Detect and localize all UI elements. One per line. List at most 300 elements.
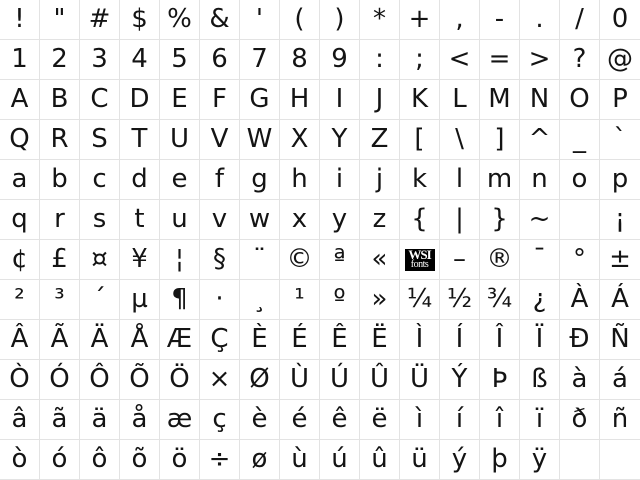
glyph: c bbox=[92, 164, 107, 194]
glyph: Ç bbox=[210, 324, 229, 354]
glyph-cell[interactable] bbox=[40, 240, 80, 280]
glyph-cell[interactable] bbox=[520, 280, 560, 320]
glyph-cell[interactable] bbox=[600, 40, 640, 80]
glyph: . bbox=[535, 4, 544, 34]
glyph-cell[interactable] bbox=[240, 200, 280, 240]
glyph-cell[interactable] bbox=[160, 0, 200, 40]
glyph: ? bbox=[572, 44, 587, 74]
glyph-cell[interactable] bbox=[560, 0, 600, 40]
glyph-cell[interactable] bbox=[120, 240, 160, 280]
glyph-cell[interactable] bbox=[160, 280, 200, 320]
glyph-cell[interactable] bbox=[360, 360, 400, 400]
glyph-cell[interactable] bbox=[520, 80, 560, 120]
glyph-cell[interactable] bbox=[280, 240, 320, 280]
glyph-cell[interactable] bbox=[40, 80, 80, 120]
glyph: £ bbox=[51, 244, 68, 274]
glyph: á bbox=[612, 364, 628, 394]
glyph-cell[interactable] bbox=[360, 0, 400, 40]
glyph: ¥ bbox=[131, 244, 148, 274]
glyph-cell[interactable] bbox=[360, 440, 400, 480]
glyph-cell[interactable] bbox=[520, 360, 560, 400]
glyph: # bbox=[88, 4, 111, 34]
glyph: B bbox=[50, 84, 69, 114]
glyph: 6 bbox=[211, 44, 228, 74]
glyph-cell[interactable] bbox=[440, 200, 480, 240]
glyph: Ë bbox=[371, 324, 388, 354]
glyph-cell[interactable] bbox=[520, 0, 560, 40]
glyph-cell[interactable] bbox=[160, 200, 200, 240]
glyph-cell[interactable] bbox=[40, 120, 80, 160]
glyph-cell[interactable] bbox=[240, 360, 280, 400]
glyph-cell[interactable] bbox=[440, 320, 480, 360]
glyph-cell[interactable] bbox=[400, 360, 440, 400]
glyph-cell[interactable] bbox=[240, 160, 280, 200]
glyph: = bbox=[488, 44, 511, 74]
glyph-cell[interactable] bbox=[480, 240, 520, 280]
glyph-cell[interactable] bbox=[80, 400, 120, 440]
glyph-cell[interactable] bbox=[360, 240, 400, 280]
glyph: à bbox=[571, 364, 588, 394]
wsi-logo-text-bottom: fonts bbox=[410, 259, 429, 270]
glyph-cell[interactable] bbox=[480, 200, 520, 240]
glyph-cell[interactable] bbox=[40, 320, 80, 360]
glyph-cell[interactable] bbox=[200, 120, 240, 160]
wsi-logo-text-top: WSI bbox=[408, 247, 431, 262]
glyph-cell[interactable] bbox=[200, 160, 240, 200]
glyph: S bbox=[91, 124, 108, 154]
glyph-cell[interactable] bbox=[480, 320, 520, 360]
glyph-cell[interactable] bbox=[120, 0, 160, 40]
glyph: ô bbox=[91, 444, 108, 474]
glyph: q bbox=[11, 204, 28, 234]
glyph: è bbox=[251, 404, 268, 434]
glyph: º bbox=[333, 284, 346, 314]
glyph-cell[interactable] bbox=[160, 400, 200, 440]
glyph-cell[interactable] bbox=[280, 120, 320, 160]
glyph-cell[interactable] bbox=[440, 360, 480, 400]
glyph: 9 bbox=[331, 44, 348, 74]
glyph-cell[interactable] bbox=[120, 200, 160, 240]
glyph-cell[interactable] bbox=[480, 280, 520, 320]
glyph-cell[interactable] bbox=[600, 80, 640, 120]
glyph-cell[interactable] bbox=[280, 40, 320, 80]
glyph: D bbox=[129, 84, 150, 114]
glyph: Þ bbox=[491, 364, 508, 394]
glyph-cell[interactable] bbox=[200, 320, 240, 360]
glyph-cell[interactable] bbox=[360, 80, 400, 120]
glyph: Í bbox=[455, 324, 464, 354]
glyph-cell[interactable] bbox=[120, 400, 160, 440]
glyph-cell[interactable] bbox=[160, 320, 200, 360]
glyph-cell[interactable] bbox=[560, 360, 600, 400]
glyph-cell[interactable] bbox=[200, 200, 240, 240]
glyph-cell[interactable] bbox=[40, 0, 80, 40]
glyph: Ö bbox=[169, 364, 190, 394]
glyph: t bbox=[134, 204, 145, 234]
glyph: ø bbox=[251, 444, 268, 474]
glyph-cell-wsi-logo[interactable] bbox=[400, 240, 440, 280]
glyph-cell[interactable] bbox=[320, 80, 360, 120]
glyph: ( bbox=[294, 4, 305, 34]
glyph: ý bbox=[451, 444, 468, 474]
glyph: õ bbox=[131, 444, 148, 474]
glyph-cell[interactable] bbox=[440, 0, 480, 40]
glyph-cell[interactable] bbox=[0, 200, 40, 240]
glyph-cell[interactable] bbox=[480, 40, 520, 80]
glyph-cell[interactable] bbox=[240, 0, 280, 40]
glyph: Ù bbox=[289, 364, 310, 394]
glyph-cell[interactable] bbox=[600, 0, 640, 40]
glyph-cell[interactable] bbox=[320, 320, 360, 360]
glyph: w bbox=[248, 204, 271, 234]
glyph-cell[interactable] bbox=[360, 200, 400, 240]
glyph-cell[interactable] bbox=[80, 440, 120, 480]
glyph-cell[interactable] bbox=[400, 440, 440, 480]
glyph: ê bbox=[331, 404, 348, 434]
glyph-cell[interactable] bbox=[280, 160, 320, 200]
glyph: & bbox=[209, 4, 230, 34]
glyph-cell[interactable] bbox=[520, 240, 560, 280]
glyph-cell[interactable] bbox=[120, 440, 160, 480]
glyph: Ä bbox=[90, 324, 109, 354]
glyph-cell[interactable] bbox=[0, 360, 40, 400]
glyph: û bbox=[371, 444, 388, 474]
glyph: ü bbox=[411, 444, 428, 474]
glyph-cell[interactable] bbox=[320, 280, 360, 320]
glyph: : bbox=[375, 44, 384, 74]
glyph: Î bbox=[495, 324, 504, 354]
glyph-cell[interactable] bbox=[400, 0, 440, 40]
glyph-cell[interactable] bbox=[0, 160, 40, 200]
glyph-cell[interactable] bbox=[240, 280, 280, 320]
glyph: 4 bbox=[131, 44, 148, 74]
glyph: * bbox=[373, 4, 386, 34]
glyph-cell[interactable] bbox=[240, 240, 280, 280]
glyph-cell[interactable] bbox=[160, 440, 200, 480]
glyph-cell[interactable] bbox=[560, 80, 600, 120]
glyph: ð bbox=[571, 404, 588, 434]
glyph-cell[interactable] bbox=[240, 440, 280, 480]
glyph-cell[interactable] bbox=[120, 160, 160, 200]
glyph-cell[interactable] bbox=[0, 280, 40, 320]
glyph-cell[interactable] bbox=[40, 160, 80, 200]
glyph: É bbox=[291, 324, 308, 354]
glyph: Ñ bbox=[610, 324, 630, 354]
glyph-cell[interactable] bbox=[80, 200, 120, 240]
glyph-cell[interactable] bbox=[480, 360, 520, 400]
glyph: « bbox=[371, 244, 388, 274]
glyph-cell[interactable] bbox=[120, 120, 160, 160]
glyph: Ã bbox=[50, 324, 69, 354]
glyph: Û bbox=[369, 364, 390, 394]
glyph: G bbox=[249, 84, 270, 114]
glyph: ú bbox=[331, 444, 348, 474]
glyph: ¢ bbox=[11, 244, 28, 274]
glyph: ¸ bbox=[253, 284, 266, 314]
glyph-cell[interactable] bbox=[280, 400, 320, 440]
glyph: Ý bbox=[451, 364, 468, 394]
glyph: ^ bbox=[528, 124, 551, 154]
glyph-cell[interactable] bbox=[440, 280, 480, 320]
glyph-cell[interactable] bbox=[80, 40, 120, 80]
glyph: o bbox=[571, 164, 588, 194]
glyph: ñ bbox=[611, 404, 629, 434]
glyph-cell[interactable] bbox=[80, 120, 120, 160]
glyph: u bbox=[171, 204, 188, 234]
glyph-cell[interactable] bbox=[200, 40, 240, 80]
glyph-cell[interactable] bbox=[240, 320, 280, 360]
glyph-cell[interactable] bbox=[320, 440, 360, 480]
glyph-cell[interactable] bbox=[600, 280, 640, 320]
glyph: Â bbox=[10, 324, 29, 354]
glyph: Å bbox=[130, 324, 149, 354]
glyph-cell[interactable] bbox=[0, 80, 40, 120]
glyph: ³ bbox=[54, 284, 65, 314]
glyph: " bbox=[53, 4, 66, 34]
glyph: R bbox=[50, 124, 69, 154]
glyph-cell[interactable] bbox=[200, 280, 240, 320]
glyph-cell[interactable] bbox=[600, 160, 640, 200]
glyph: · bbox=[215, 284, 224, 314]
glyph: ¡ bbox=[614, 204, 626, 234]
glyph-cell-empty bbox=[560, 200, 600, 240]
glyph: x bbox=[291, 204, 308, 234]
glyph-cell[interactable] bbox=[200, 240, 240, 280]
glyph-cell[interactable] bbox=[400, 80, 440, 120]
glyph: ½ bbox=[446, 284, 473, 314]
glyph-cell[interactable] bbox=[320, 400, 360, 440]
glyph-cell[interactable] bbox=[600, 240, 640, 280]
glyph-cell[interactable] bbox=[400, 40, 440, 80]
glyph-cell[interactable] bbox=[360, 120, 400, 160]
glyph-cell[interactable] bbox=[320, 240, 360, 280]
glyph-cell[interactable] bbox=[160, 80, 200, 120]
glyph-cell[interactable] bbox=[80, 360, 120, 400]
glyph-cell[interactable] bbox=[520, 200, 560, 240]
glyph-cell[interactable] bbox=[280, 80, 320, 120]
glyph-cell[interactable] bbox=[600, 360, 640, 400]
glyph-cell[interactable] bbox=[120, 280, 160, 320]
glyph-cell[interactable] bbox=[480, 80, 520, 120]
glyph-cell[interactable] bbox=[360, 320, 400, 360]
glyph: À bbox=[570, 284, 589, 314]
glyph-cell[interactable] bbox=[400, 320, 440, 360]
glyph-cell[interactable] bbox=[160, 360, 200, 400]
glyph-cell[interactable] bbox=[320, 200, 360, 240]
glyph-cell[interactable] bbox=[440, 240, 480, 280]
glyph-cell[interactable] bbox=[600, 120, 640, 160]
glyph-cell[interactable] bbox=[200, 440, 240, 480]
glyph-cell[interactable] bbox=[400, 400, 440, 440]
glyph-cell[interactable] bbox=[560, 40, 600, 80]
glyph-cell[interactable] bbox=[160, 160, 200, 200]
glyph-cell[interactable] bbox=[200, 360, 240, 400]
glyph: Ï bbox=[535, 324, 544, 354]
glyph-cell[interactable] bbox=[360, 400, 400, 440]
glyph-cell[interactable] bbox=[320, 40, 360, 80]
glyph-cell[interactable] bbox=[280, 280, 320, 320]
glyph: 7 bbox=[251, 44, 268, 74]
glyph: Æ bbox=[166, 324, 193, 354]
glyph: I bbox=[335, 84, 344, 114]
glyph: g bbox=[251, 164, 268, 194]
glyph-cell[interactable] bbox=[120, 40, 160, 80]
glyph-cell[interactable] bbox=[600, 200, 640, 240]
glyph-cell[interactable] bbox=[440, 160, 480, 200]
glyph-cell[interactable] bbox=[80, 160, 120, 200]
glyph-cell[interactable] bbox=[240, 40, 280, 80]
glyph-cell[interactable] bbox=[0, 0, 40, 40]
glyph-cell[interactable] bbox=[40, 280, 80, 320]
glyph: æ bbox=[166, 404, 193, 434]
glyph-cell[interactable] bbox=[160, 40, 200, 80]
glyph-cell[interactable] bbox=[40, 200, 80, 240]
glyph-cell[interactable] bbox=[320, 160, 360, 200]
glyph-cell[interactable] bbox=[520, 440, 560, 480]
glyph-cell[interactable] bbox=[120, 360, 160, 400]
glyph: È bbox=[251, 324, 268, 354]
glyph: Ê bbox=[331, 324, 348, 354]
glyph-cell[interactable] bbox=[400, 120, 440, 160]
glyph-cell[interactable] bbox=[400, 160, 440, 200]
glyph-cell[interactable] bbox=[360, 280, 400, 320]
glyph-cell[interactable] bbox=[480, 440, 520, 480]
glyph-cell[interactable] bbox=[80, 80, 120, 120]
glyph: - bbox=[494, 4, 505, 34]
glyph-cell[interactable] bbox=[440, 120, 480, 160]
glyph: ) bbox=[334, 4, 345, 34]
glyph-cell[interactable] bbox=[440, 40, 480, 80]
glyph-cell[interactable] bbox=[560, 280, 600, 320]
glyph-cell[interactable] bbox=[40, 400, 80, 440]
glyph-cell[interactable] bbox=[280, 320, 320, 360]
glyph-cell[interactable] bbox=[80, 0, 120, 40]
glyph: E bbox=[171, 84, 188, 114]
glyph: ª bbox=[333, 244, 346, 274]
glyph-cell[interactable] bbox=[520, 320, 560, 360]
glyph-cell[interactable] bbox=[440, 400, 480, 440]
glyph-cell[interactable] bbox=[400, 280, 440, 320]
glyph-cell[interactable] bbox=[0, 400, 40, 440]
glyph: é bbox=[291, 404, 308, 434]
glyph-cell[interactable] bbox=[520, 400, 560, 440]
glyph-cell[interactable] bbox=[560, 400, 600, 440]
glyph-cell[interactable] bbox=[80, 320, 120, 360]
glyph-cell[interactable] bbox=[40, 360, 80, 400]
glyph-cell[interactable] bbox=[120, 320, 160, 360]
glyph-cell[interactable] bbox=[560, 320, 600, 360]
glyph: r bbox=[54, 204, 65, 234]
glyph: | bbox=[455, 204, 464, 234]
glyph: 2 bbox=[51, 44, 68, 74]
glyph-cell[interactable] bbox=[240, 80, 280, 120]
glyph-cell[interactable] bbox=[280, 440, 320, 480]
glyph-cell[interactable] bbox=[320, 120, 360, 160]
glyph: ò bbox=[11, 444, 28, 474]
glyph: × bbox=[208, 364, 231, 394]
glyph-cell[interactable] bbox=[440, 440, 480, 480]
glyph: ¾ bbox=[486, 284, 513, 314]
glyph-cell[interactable] bbox=[200, 400, 240, 440]
glyph-cell[interactable] bbox=[0, 320, 40, 360]
glyph-cell[interactable] bbox=[280, 200, 320, 240]
glyph: – bbox=[453, 244, 466, 274]
glyph-cell[interactable] bbox=[520, 40, 560, 80]
glyph: ¹ bbox=[294, 284, 305, 314]
glyph-cell[interactable] bbox=[80, 280, 120, 320]
glyph: Ó bbox=[49, 364, 70, 394]
glyph-cell[interactable] bbox=[360, 40, 400, 80]
glyph: ç bbox=[212, 404, 227, 434]
glyph-cell[interactable] bbox=[480, 0, 520, 40]
glyph-cell[interactable] bbox=[0, 440, 40, 480]
glyph-cell[interactable] bbox=[600, 400, 640, 440]
glyph-cell[interactable] bbox=[80, 240, 120, 280]
glyph-cell[interactable] bbox=[400, 200, 440, 240]
glyph: þ bbox=[491, 444, 508, 474]
glyph: ö bbox=[171, 444, 188, 474]
glyph-cell[interactable] bbox=[160, 240, 200, 280]
glyph: @ bbox=[607, 44, 633, 74]
glyph: L bbox=[452, 84, 467, 114]
glyph: § bbox=[213, 244, 226, 274]
glyph: 5 bbox=[171, 44, 188, 74]
glyph: ! bbox=[14, 4, 25, 34]
glyph-cell[interactable] bbox=[560, 240, 600, 280]
glyph-cell[interactable] bbox=[160, 120, 200, 160]
glyph-cell[interactable] bbox=[280, 360, 320, 400]
glyph-cell[interactable] bbox=[320, 0, 360, 40]
glyph: < bbox=[448, 44, 471, 74]
glyph-cell[interactable] bbox=[240, 400, 280, 440]
glyph-cell[interactable] bbox=[520, 120, 560, 160]
glyph-cell[interactable] bbox=[480, 400, 520, 440]
glyph: % bbox=[167, 4, 192, 34]
glyph: T bbox=[131, 124, 148, 154]
glyph-cell[interactable] bbox=[0, 40, 40, 80]
glyph-cell[interactable] bbox=[200, 80, 240, 120]
glyph-cell[interactable] bbox=[480, 120, 520, 160]
glyph-cell[interactable] bbox=[320, 360, 360, 400]
glyph-cell[interactable] bbox=[480, 160, 520, 200]
glyph: Q bbox=[9, 124, 30, 154]
glyph-cell[interactable] bbox=[40, 40, 80, 80]
glyph-cell[interactable] bbox=[240, 120, 280, 160]
glyph: ó bbox=[51, 444, 68, 474]
glyph-cell[interactable] bbox=[40, 440, 80, 480]
glyph: å bbox=[131, 404, 148, 434]
glyph: $ bbox=[131, 4, 148, 34]
glyph: } bbox=[491, 204, 508, 234]
glyph: ï bbox=[535, 404, 544, 434]
glyph-cell[interactable] bbox=[560, 160, 600, 200]
wsi-fonts-logo bbox=[405, 249, 435, 271]
glyph-cell[interactable] bbox=[0, 120, 40, 160]
glyph-cell[interactable] bbox=[600, 320, 640, 360]
glyph-cell[interactable] bbox=[200, 0, 240, 40]
glyph-cell[interactable] bbox=[280, 0, 320, 40]
glyph-cell[interactable] bbox=[560, 120, 600, 160]
glyph: 0 bbox=[611, 4, 629, 34]
glyph-cell[interactable] bbox=[440, 80, 480, 120]
glyph-cell[interactable] bbox=[520, 160, 560, 200]
glyph-cell[interactable] bbox=[0, 240, 40, 280]
glyph: » bbox=[371, 284, 388, 314]
glyph: ¨ bbox=[253, 244, 266, 274]
glyph-cell[interactable] bbox=[120, 80, 160, 120]
glyph-cell[interactable] bbox=[360, 160, 400, 200]
glyph: , bbox=[455, 4, 464, 34]
